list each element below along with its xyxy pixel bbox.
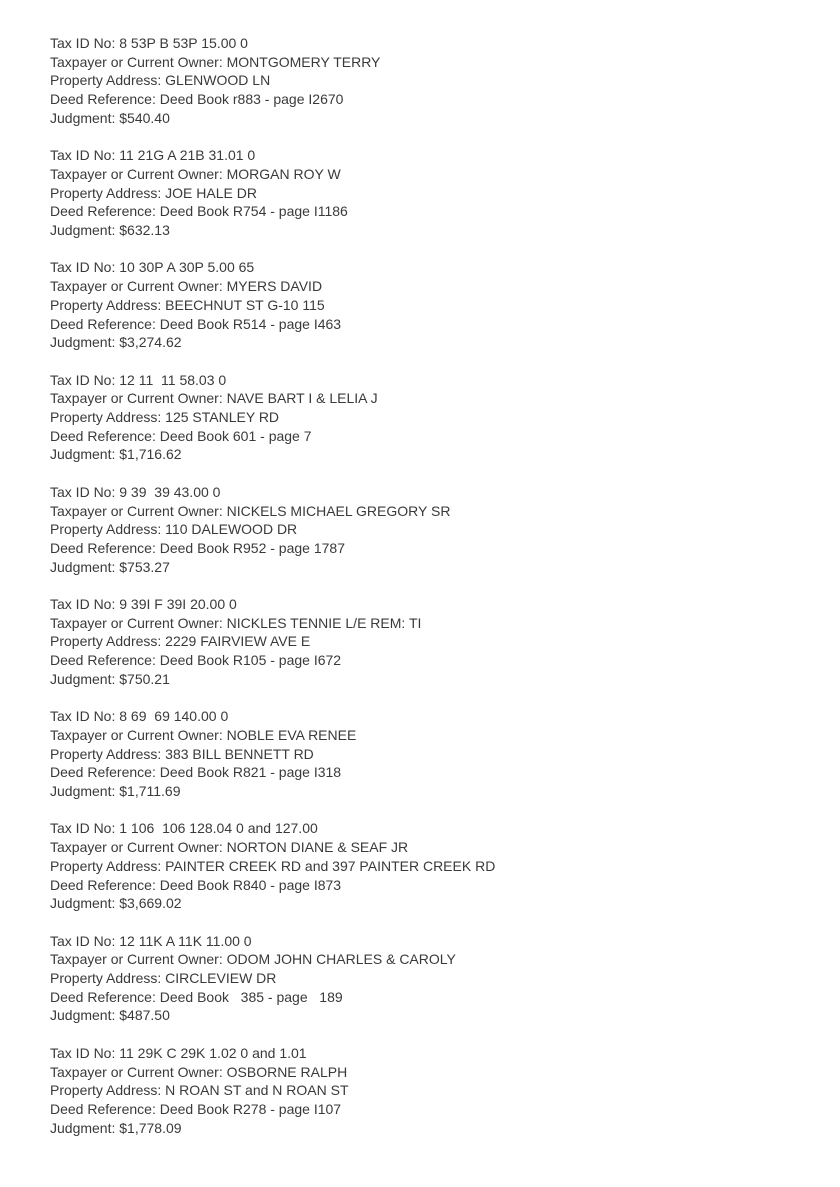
judgment-line (50, 1119, 800, 1138)
owner-label: Taxpayer or Current Owner: (50, 165, 223, 182)
property-address-value: 383 BILL BENNETT RD (165, 745, 314, 762)
tax-record (50, 1044, 800, 1138)
deed-reference-value: Deed Book R840 - page I873 (159, 876, 342, 893)
deed-reference-label: Deed Reference: (50, 1100, 156, 1117)
deed-reference-label: Deed Reference: (50, 876, 156, 893)
deed-reference-value: Deed Book R514 - page I463 (159, 315, 342, 332)
property-address-label: Property Address: (50, 521, 162, 538)
property-address-value: BEECHNUT ST G-10 115 (165, 296, 325, 313)
tax-record (50, 932, 800, 1026)
tax-id-line (50, 1044, 800, 1063)
owner-line (50, 277, 800, 296)
owner-line (50, 726, 800, 745)
deed-reference-label: Deed Reference: (50, 427, 156, 444)
property-address-line (50, 1081, 800, 1100)
tax-id-line (50, 932, 800, 951)
tax-id-label: Tax ID No: (50, 596, 116, 613)
property-address-label: Property Address: (50, 1082, 162, 1099)
deed-reference-line (50, 90, 800, 109)
deed-reference-value: Deed Book R105 - page I672 (159, 652, 342, 669)
tax-record (50, 258, 800, 352)
judgment-label: Judgment: (50, 109, 116, 126)
judgment-line (50, 333, 800, 352)
owner-value: MORGAN ROY W (226, 165, 341, 182)
owner-line (50, 614, 800, 633)
judgment-line (50, 782, 800, 801)
judgment-label: Judgment: (50, 222, 116, 239)
tax-id-line (50, 595, 800, 614)
judgment-line (50, 109, 800, 128)
owner-value: NICKELS MICHAEL GREGORY SR (226, 502, 451, 519)
judgment-value: $3,274.62 (119, 334, 182, 351)
tax-id-line (50, 819, 800, 838)
tax-record (50, 819, 800, 913)
owner-line (50, 950, 800, 969)
property-address-value: CIRCLEVIEW DR (165, 970, 277, 987)
judgment-line (50, 558, 800, 577)
owner-label: Taxpayer or Current Owner: (50, 614, 223, 631)
owner-line (50, 1063, 800, 1082)
tax-id-label: Tax ID No: (50, 259, 116, 276)
deed-reference-value: Deed Book R278 - page I107 (159, 1100, 342, 1117)
tax-id-line (50, 371, 800, 390)
tax-id-value: 8 53P B 53P 15.00 0 (119, 35, 248, 51)
tax-id-line (50, 34, 800, 53)
tax-id-label: Tax ID No: (50, 483, 116, 500)
tax-id-value: 11 29K C 29K 1.02 0 and 1.01 (119, 1044, 307, 1061)
property-address-line (50, 969, 800, 988)
tax-id-line (50, 146, 800, 165)
judgment-value: $1,778.09 (119, 1119, 182, 1136)
property-address-label: Property Address: (50, 72, 162, 89)
tax-record (50, 483, 800, 577)
deed-reference-label: Deed Reference: (50, 539, 156, 556)
deed-reference-line (50, 539, 800, 558)
tax-id-label: Tax ID No: (50, 371, 116, 388)
tax-id-value: 10 30P A 30P 5.00 65 (119, 259, 255, 276)
deed-reference-line (50, 876, 800, 895)
deed-reference-value: Deed Book 601 - page 7 (159, 427, 312, 444)
deed-reference-line (50, 202, 800, 221)
deed-reference-label: Deed Reference: (50, 203, 156, 220)
property-address-label: Property Address: (50, 296, 162, 313)
tax-id-value: 9 39I F 39I 20.00 0 (119, 596, 237, 613)
owner-value: NORTON DIANE & SEAF JR (226, 839, 409, 856)
owner-line (50, 389, 800, 408)
owner-label: Taxpayer or Current Owner: (50, 502, 223, 519)
property-address-value: 2229 FAIRVIEW AVE E (165, 633, 311, 650)
deed-reference-value: Deed Book 385 - page 189 (159, 988, 343, 1005)
owner-label: Taxpayer or Current Owner: (50, 951, 223, 968)
owner-line (50, 502, 800, 521)
judgment-line (50, 445, 800, 464)
deed-reference-value: Deed Book R754 - page I1186 (159, 203, 348, 220)
property-address-value: 110 DALEWOOD DR (165, 521, 298, 538)
deed-reference-line (50, 1100, 800, 1119)
tax-id-line (50, 258, 800, 277)
property-address-label: Property Address: (50, 857, 162, 874)
deed-reference-label: Deed Reference: (50, 91, 156, 108)
property-address-label: Property Address: (50, 409, 162, 426)
property-address-line (50, 520, 800, 539)
property-address-line (50, 71, 800, 90)
tax-id-label: Tax ID No: (50, 820, 116, 837)
tax-id-line (50, 483, 800, 502)
deed-reference-value: Deed Book r883 - page I2670 (159, 91, 344, 108)
deed-reference-label: Deed Reference: (50, 652, 156, 669)
owner-value: MYERS DAVID (226, 278, 323, 295)
owner-label: Taxpayer or Current Owner: (50, 726, 223, 743)
tax-id-value: 12 11 11 58.03 0 (119, 371, 227, 388)
property-address-value: N ROAN ST and N ROAN ST (165, 1082, 349, 1099)
tax-record (50, 707, 800, 801)
tax-record (50, 34, 800, 128)
judgment-value: $540.40 (119, 109, 170, 126)
judgment-line (50, 221, 800, 240)
judgment-value: $632.13 (119, 222, 170, 239)
tax-id-value: 8 69 69 140.00 0 (119, 708, 229, 725)
tax-id-label: Tax ID No: (50, 1044, 116, 1061)
property-address-value: PAINTER CREEK RD and 397 PAINTER CREEK RD (165, 857, 496, 874)
property-address-value: JOE HALE DR (165, 184, 257, 201)
owner-line (50, 165, 800, 184)
tax-id-value: 9 39 39 43.00 0 (119, 483, 221, 500)
owner-label: Taxpayer or Current Owner: (50, 1063, 223, 1080)
owner-value: NICKLES TENNIE L/E REM: TI (226, 614, 422, 631)
judgment-line (50, 670, 800, 689)
owner-line (50, 838, 800, 857)
owner-label: Taxpayer or Current Owner: (50, 53, 223, 70)
judgment-line (50, 1006, 800, 1025)
deed-reference-line (50, 427, 800, 446)
judgment-value: $1,716.62 (119, 446, 182, 463)
tax-id-label: Tax ID No: (50, 708, 116, 725)
owner-label: Taxpayer or Current Owner: (50, 390, 223, 407)
tax-id-value: 12 11K A 11K 11.00 0 (119, 932, 252, 949)
judgment-label: Judgment: (50, 670, 116, 687)
judgment-label: Judgment: (50, 895, 116, 912)
property-address-line (50, 632, 800, 651)
property-address-line (50, 184, 800, 203)
owner-label: Taxpayer or Current Owner: (50, 839, 223, 856)
deed-reference-line (50, 315, 800, 334)
owner-label: Taxpayer or Current Owner: (50, 278, 223, 295)
tax-id-value: 1 106 106 128.04 0 and 127.00 (119, 820, 318, 837)
judgment-label: Judgment: (50, 558, 116, 575)
judgment-value: $1,711.69 (119, 783, 181, 800)
judgment-value: $3,669.02 (119, 895, 182, 912)
tax-id-label: Tax ID No: (50, 147, 116, 164)
deed-reference-value: Deed Book R952 - page 1787 (159, 539, 345, 556)
deed-reference-line (50, 988, 800, 1007)
tax-records-list (50, 34, 800, 1137)
property-address-label: Property Address: (50, 184, 162, 201)
deed-reference-line (50, 651, 800, 670)
property-address-line (50, 745, 800, 764)
deed-reference-label: Deed Reference: (50, 988, 156, 1005)
owner-value: NAVE BART I & LELIA J (226, 390, 378, 407)
owner-value: MONTGOMERY TERRY (226, 53, 381, 70)
tax-id-line (50, 707, 800, 726)
property-address-value: GLENWOOD LN (165, 72, 271, 89)
judgment-line (50, 894, 800, 913)
tax-record (50, 146, 800, 240)
tax-id-label: Tax ID No: (50, 932, 116, 949)
deed-reference-value: Deed Book R821 - page I318 (159, 764, 342, 781)
deed-reference-label: Deed Reference: (50, 315, 156, 332)
judgment-value: $487.50 (119, 1007, 170, 1024)
judgment-label: Judgment: (50, 1007, 116, 1024)
owner-line (50, 53, 800, 72)
judgment-value: $753.27 (119, 558, 170, 575)
owner-value: ODOM JOHN CHARLES & CAROLY (226, 951, 456, 968)
tax-record (50, 595, 800, 689)
property-address-line (50, 408, 800, 427)
property-address-label: Property Address: (50, 970, 162, 987)
tax-record (50, 371, 800, 465)
judgment-label: Judgment: (50, 334, 116, 351)
property-address-line (50, 857, 800, 876)
judgment-value: $750.21 (119, 670, 170, 687)
deed-reference-line (50, 763, 800, 782)
deed-reference-label: Deed Reference: (50, 764, 156, 781)
judgment-label: Judgment: (50, 783, 116, 800)
tax-id-label: Tax ID No: (50, 35, 116, 51)
property-address-line (50, 296, 800, 315)
property-address-label: Property Address: (50, 745, 162, 762)
property-address-value: 125 STANLEY RD (165, 409, 280, 426)
property-address-label: Property Address: (50, 633, 162, 650)
tax-id-value: 11 21G A 21B 31.01 0 (119, 147, 256, 164)
owner-value: NOBLE EVA RENEE (226, 726, 357, 743)
judgment-label: Judgment: (50, 1119, 116, 1136)
owner-value: OSBORNE RALPH (226, 1063, 348, 1080)
judgment-label: Judgment: (50, 446, 116, 463)
